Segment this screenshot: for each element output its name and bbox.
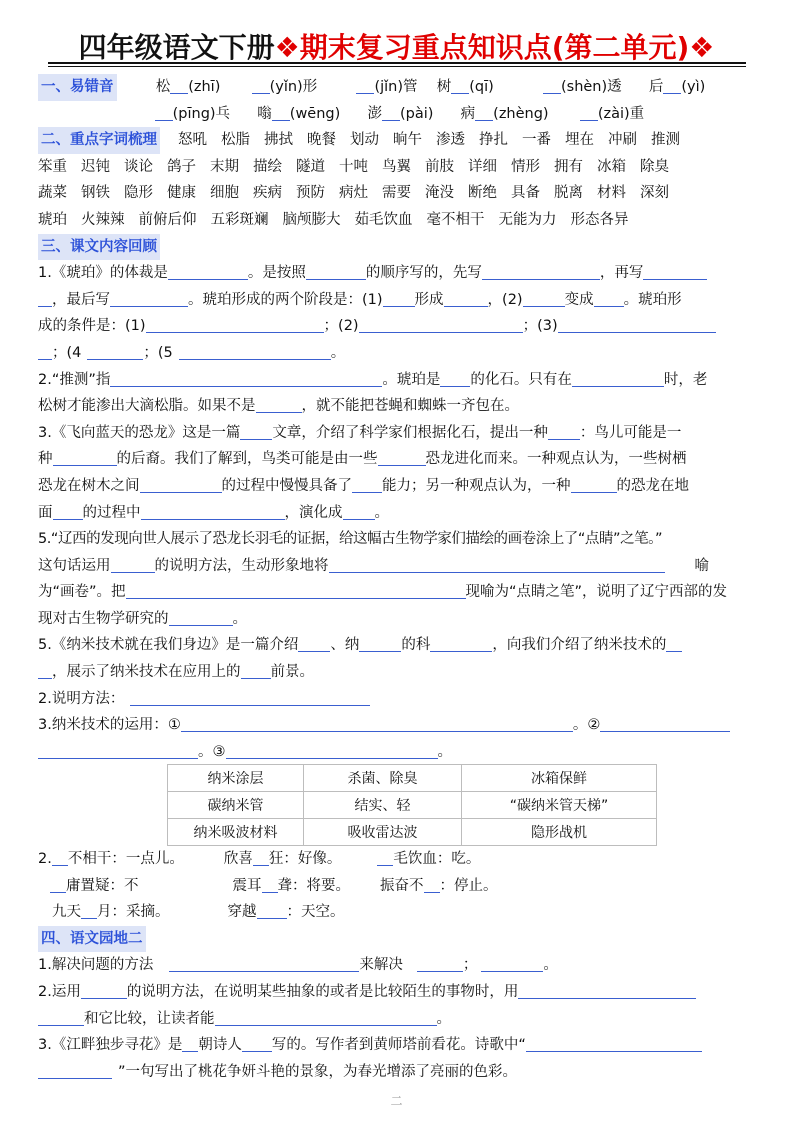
question-line <box>38 393 758 420</box>
question-line <box>38 340 758 367</box>
question-text: ，就不能把苍蝇和蜘蛛一齐包在。 <box>301 398 519 415</box>
table-cell: “碳纳米管天梯” <box>462 792 657 819</box>
pinyin-text: (zài)重 <box>597 105 645 122</box>
idiom-text: 庸置疑：不 <box>66 877 139 894</box>
blank[interactable] <box>329 554 665 573</box>
question-line <box>38 579 758 606</box>
section-heading-2: 二、重点字词梳理 <box>38 127 160 154</box>
word: 晌午 <box>393 132 422 149</box>
word: 挣扎 <box>479 132 508 149</box>
blank[interactable] <box>111 554 155 573</box>
question-line <box>38 420 758 447</box>
blank[interactable] <box>417 953 463 972</box>
word: 划动 <box>350 132 379 149</box>
question-text: 恐龙在树木之间 <box>38 477 140 494</box>
idiom-text: 狂：好像。 <box>268 851 342 867</box>
question-text: 的化石。只有在 <box>470 371 572 388</box>
document-body <box>38 74 758 765</box>
idiom-text: 月：采摘。 <box>97 904 170 921</box>
question-line <box>38 313 758 340</box>
question-line <box>38 686 758 713</box>
question-line <box>38 446 758 473</box>
section-4-heading-line <box>38 926 758 953</box>
word-list-line-3 <box>38 180 758 207</box>
question-text: 恐龙进化而来。一种观点认为，一些树栖 <box>425 451 687 468</box>
blank[interactable] <box>81 980 127 999</box>
question-text: 这句话运用 <box>38 557 111 574</box>
word: 蔬菜 <box>38 185 67 202</box>
word: 推测 <box>651 132 680 149</box>
blank[interactable] <box>215 1007 437 1026</box>
question-text: 。 <box>374 504 389 521</box>
word: 形态各异 <box>570 211 629 228</box>
question-text: 变成 <box>564 291 594 308</box>
question-text: ：鸟儿可能是一 <box>579 424 682 441</box>
word: 冰箱 <box>597 158 626 175</box>
word: 晚餐 <box>307 132 336 149</box>
idiom-row <box>38 873 758 900</box>
word: 五彩斑斓 <box>210 211 269 228</box>
blank[interactable] <box>253 847 269 866</box>
question-text: 种 <box>38 451 53 468</box>
idiom-text: 毛饮血：吃。 <box>393 851 481 867</box>
word: 鸟翼 <box>382 158 411 175</box>
table-cell: 纳米涂层 <box>168 765 304 792</box>
blank[interactable] <box>146 314 324 333</box>
question-text: 时，老 <box>663 371 708 388</box>
table-cell: 冰箱保鲜 <box>462 765 657 792</box>
question-text: 1.《琥珀》的体裁是 <box>38 265 168 282</box>
question-line <box>38 712 758 739</box>
pinyin-text: (yǐn)形 <box>269 79 318 95</box>
blank[interactable] <box>242 1033 272 1052</box>
blank[interactable] <box>38 341 52 360</box>
blank[interactable] <box>548 421 580 440</box>
word: 隧道 <box>296 158 325 175</box>
word: 疾病 <box>253 185 282 202</box>
word: 无能为力 <box>498 211 557 228</box>
question-text: ；(3) <box>522 318 558 335</box>
word: 断绝 <box>468 185 497 202</box>
section-heading-1: 一、易错音 <box>38 74 117 101</box>
question-text: 写的。写作者到黄师塔前看花。诗歌中“ <box>271 1037 526 1054</box>
idiom-text: 欣喜 <box>223 851 253 867</box>
question-text: ，展示了纳米技术在应用上的 <box>52 664 241 681</box>
word: 健康 <box>167 185 196 202</box>
question-text: ； <box>462 957 478 974</box>
blank[interactable] <box>38 1060 112 1079</box>
question-text: 。琥珀形成的两个阶段是：(1) <box>188 291 383 308</box>
pinyin-text: (pīng)乓 <box>172 105 231 122</box>
word: 隐形 <box>124 185 153 202</box>
pinyin-text: (zhèng) <box>493 105 549 122</box>
question-text: ，(2) <box>487 291 523 308</box>
question-line <box>38 287 758 314</box>
blank[interactable] <box>643 261 707 280</box>
question-text: 为“画卷”。把 <box>38 584 126 601</box>
question-line <box>38 473 758 500</box>
blank[interactable] <box>666 633 682 652</box>
blank[interactable] <box>181 713 573 732</box>
blank[interactable] <box>52 847 68 866</box>
word: 拂拭 <box>264 132 293 149</box>
question-text: 面 <box>38 504 53 521</box>
question-text: 的说明方法，在说明某些抽象的或者是比较陌生的事物时，用 <box>126 983 519 1000</box>
pinyin-text: 后 <box>648 79 664 95</box>
word: 需要 <box>382 185 411 202</box>
page-title <box>0 26 793 66</box>
question-text: 。② <box>572 717 601 734</box>
question-text: ；(5 <box>143 344 173 361</box>
title-rule <box>48 62 746 64</box>
title-rule-thin <box>48 66 746 67</box>
word: 谈论 <box>124 158 153 175</box>
question-text: 。 <box>543 957 558 974</box>
word: 松脂 <box>221 132 250 149</box>
pinyin-text: 嗡 <box>257 105 272 122</box>
blank[interactable] <box>306 261 366 280</box>
pinyin-text: (yì) <box>681 79 706 95</box>
word: 迟钝 <box>81 158 110 175</box>
blank[interactable] <box>140 474 222 493</box>
blank[interactable] <box>168 261 248 280</box>
blank[interactable] <box>594 288 624 307</box>
blank[interactable] <box>359 314 523 333</box>
question-text: ；(4 <box>52 344 82 361</box>
pinyin-text: (shèn)透 <box>560 79 622 95</box>
question-text: ，向我们介绍了纳米技术的 <box>492 637 667 654</box>
question-line <box>38 260 758 287</box>
blank[interactable] <box>126 580 466 599</box>
pinyin-text: (qī) <box>469 79 494 95</box>
blank[interactable] <box>440 368 470 387</box>
question-text: 2.说明方法： <box>38 690 125 707</box>
question-text: 2.“推测”指 <box>38 371 111 388</box>
word: 钢铁 <box>81 185 110 202</box>
word: 怒吼 <box>178 132 207 149</box>
pinyin-text: 澎 <box>367 105 382 122</box>
blank[interactable] <box>352 474 382 493</box>
word: 除臭 <box>640 158 669 175</box>
question-text: 松树才能渗出大滴松脂。如果不是 <box>38 398 256 415</box>
question-line <box>38 500 758 527</box>
blank[interactable] <box>53 447 117 466</box>
question-text: 3.《江畔独步寻花》是 <box>38 1037 183 1054</box>
table-cell: 吸收雷达波 <box>304 819 462 846</box>
word: 拥有 <box>554 158 583 175</box>
question-text: ，最后写 <box>52 291 110 308</box>
question-line <box>38 606 758 633</box>
question-text: 2.运用 <box>38 983 81 1000</box>
word: 脱离 <box>554 185 583 202</box>
word: 深刻 <box>640 185 669 202</box>
nano-tech-table <box>167 764 657 846</box>
word: 脑颅膨大 <box>282 211 341 228</box>
word: 十吨 <box>339 158 368 175</box>
blank[interactable] <box>518 980 696 999</box>
question-text: 的后裔。我们了解到，鸟类可能是由一些 <box>116 451 378 468</box>
word-list-line-2 <box>38 154 758 181</box>
word: 前肢 <box>425 158 454 175</box>
pinyin-text: (zhī) <box>188 79 221 95</box>
word-list-line-4 <box>38 207 758 234</box>
word: 情形 <box>511 158 540 175</box>
idiom-text: ：天空。 <box>286 904 345 921</box>
question-text: 能力；另一种观点认为，一种 <box>382 477 571 494</box>
table-row <box>168 792 657 819</box>
word: 前俯后仰 <box>138 211 197 228</box>
idiom-row <box>38 899 758 926</box>
question-text: 来解决 <box>359 957 403 974</box>
page-number: 二 <box>390 1094 403 1108</box>
question-text: 5.“辽西的发现向世人展示了恐龙长羽毛的证据，给这幅古生物学家们描绘的画卷涂上了“点睛”之笔。” <box>38 531 663 548</box>
blank[interactable] <box>482 261 600 280</box>
blank[interactable] <box>378 447 426 466</box>
word: 病灶 <box>339 185 368 202</box>
blank[interactable] <box>359 633 401 652</box>
blank[interactable] <box>169 607 233 626</box>
pinyin-text: 病 <box>460 105 476 122</box>
question-text: 、纳 <box>330 637 360 654</box>
question-text: 。是按照 <box>247 265 306 282</box>
question-text: 。琥珀形 <box>623 291 682 308</box>
question-text: 的顺序写的，先写 <box>365 265 482 282</box>
question-line <box>38 526 758 553</box>
question-text: 3.《飞向蓝天的恐龙》这是一篇 <box>38 424 241 441</box>
blank[interactable] <box>169 953 359 972</box>
question-line <box>38 367 758 394</box>
question-text: ；(2) <box>323 318 359 335</box>
blank[interactable] <box>110 368 382 387</box>
pinyin-text: (wēng) <box>289 105 341 122</box>
document-body-lower <box>38 846 758 1085</box>
question-text: 现喻为“点睛之笔”，说明了辽宁西部的发 <box>465 584 728 601</box>
title-topic: ❖期末复习重点知识点(第二单元)❖ <box>274 31 715 64</box>
word-list-line-1 <box>38 127 758 154</box>
word: 鸽子 <box>167 158 196 175</box>
word: 淹没 <box>425 185 454 202</box>
idiom-text: 不相干：一点儿。 <box>67 851 184 867</box>
blank[interactable] <box>572 368 664 387</box>
question-text: 朝诗人 <box>198 1037 242 1054</box>
question-text: ，演化成 <box>284 504 343 521</box>
word: 冲刷 <box>608 132 637 149</box>
blank[interactable] <box>81 900 97 919</box>
question-text: 。 <box>330 344 346 361</box>
question-text: 3.纳米技术的运用：① <box>38 717 181 734</box>
blank[interactable] <box>257 900 287 919</box>
question-text: 。 <box>436 1010 451 1027</box>
idiom-text: 聋：将要。 <box>277 877 350 894</box>
blank[interactable] <box>182 1033 198 1052</box>
pinyin-text: (pài) <box>400 105 434 122</box>
word: 火辣辣 <box>81 211 125 228</box>
word: 一番 <box>522 132 551 149</box>
table-row <box>168 819 657 846</box>
blank[interactable] <box>130 687 370 706</box>
blank[interactable] <box>240 421 272 440</box>
table-cell: 杀菌、除臭 <box>304 765 462 792</box>
pinyin-row-2 <box>38 101 758 128</box>
pinyin-text: 树 <box>436 79 452 95</box>
question-text: ”一句写出了桃花争妍斗艳的景象，为春光增添了亮丽的色彩。 <box>118 1063 518 1080</box>
blank[interactable] <box>38 1007 84 1026</box>
idiom-text: 九天 <box>52 904 81 921</box>
question-line <box>38 632 758 659</box>
blank[interactable] <box>262 874 278 893</box>
section-heading-4: 四、语文园地二 <box>38 926 146 953</box>
blank[interactable] <box>558 314 716 333</box>
word: 笨重 <box>38 158 67 175</box>
word: 详细 <box>468 158 497 175</box>
blank[interactable] <box>87 341 143 360</box>
word: 描绘 <box>253 158 282 175</box>
question-text: 喻 <box>694 557 709 574</box>
blank[interactable] <box>430 633 492 652</box>
idiom-text: 2. <box>38 851 52 867</box>
table-cell: 隐形战机 <box>462 819 657 846</box>
word: 琥珀 <box>38 211 67 228</box>
question-line <box>38 553 758 580</box>
pinyin-row-1 <box>38 74 758 101</box>
table-cell: 纳米吸波材料 <box>168 819 304 846</box>
word: 材料 <box>597 185 626 202</box>
pinyin-text: 松 <box>155 79 171 95</box>
blank[interactable] <box>141 501 285 520</box>
blank[interactable] <box>179 341 331 360</box>
question-line <box>38 1006 758 1033</box>
question-line <box>38 979 758 1006</box>
blank[interactable] <box>53 501 83 520</box>
title-grade: 四年级语文下册 <box>78 31 275 64</box>
table-row <box>168 765 657 792</box>
blank[interactable] <box>600 713 730 732</box>
section-3-heading-line <box>38 234 758 261</box>
question-text: 前景。 <box>270 664 314 681</box>
question-line <box>38 739 758 766</box>
blank[interactable] <box>444 288 488 307</box>
question-line <box>38 659 758 686</box>
question-text: 。 <box>232 610 247 627</box>
idiom-text: ：停止。 <box>439 877 498 894</box>
blank[interactable] <box>526 1033 702 1052</box>
question-text: 和它比较，让读者能 <box>84 1010 215 1027</box>
blank[interactable] <box>377 847 393 866</box>
idiom-row <box>38 846 758 873</box>
blank[interactable] <box>256 394 302 413</box>
question-text: 5.《纳米技术就在我们身边》是一篇介绍 <box>38 637 299 654</box>
word: 毫不相干 <box>426 211 485 228</box>
question-text: ，再写 <box>599 265 644 282</box>
blank[interactable] <box>50 874 66 893</box>
question-text: 。琥珀是 <box>382 371 441 388</box>
word: 渗透 <box>436 132 465 149</box>
question-text: 1.解决问题的方法 <box>38 957 154 974</box>
question-line <box>38 1059 758 1086</box>
blank[interactable] <box>424 874 440 893</box>
table-cell: 碳纳米管 <box>168 792 304 819</box>
table-cell: 结实、轻 <box>304 792 462 819</box>
word: 埋在 <box>565 132 594 149</box>
blank[interactable] <box>343 501 375 520</box>
blank[interactable] <box>110 288 188 307</box>
word: 预防 <box>296 185 325 202</box>
word: 茹毛饮血 <box>354 211 413 228</box>
blank[interactable] <box>38 740 198 759</box>
question-text: 的过程中慢慢具备了 <box>221 477 352 494</box>
question-text: 。③ <box>198 743 226 760</box>
question-text: 。 <box>437 743 452 760</box>
blank[interactable] <box>383 288 415 307</box>
word: 末期 <box>210 158 239 175</box>
word: 具备 <box>511 185 540 202</box>
question-text: 文章，介绍了科学家们根据化石，提出一种 <box>272 424 548 441</box>
idiom-text: 振奋不 <box>380 877 424 894</box>
section-heading-3: 三、课文内容回顾 <box>38 234 160 261</box>
idiom-text: 震耳 <box>232 877 262 894</box>
question-text: 的说明方法，生动形象地将 <box>154 557 329 574</box>
pinyin-text: (jǐn)管 <box>374 79 418 95</box>
question-text: 成的条件是：(1) <box>38 318 146 335</box>
question-text: 的科 <box>401 637 431 654</box>
word: 细胞 <box>210 185 239 202</box>
question-text: 的过程中 <box>82 504 141 521</box>
blank[interactable] <box>38 288 52 307</box>
question-text: 形成 <box>414 291 444 308</box>
question-text: 现对古生物学研究的 <box>38 610 169 627</box>
blank[interactable] <box>523 288 565 307</box>
blank[interactable] <box>298 633 330 652</box>
blank[interactable] <box>241 660 271 679</box>
question-text: 的恐龙在地 <box>616 477 689 494</box>
idiom-text: 穿越 <box>227 904 257 921</box>
question-line <box>38 1032 758 1059</box>
blank[interactable] <box>38 660 52 679</box>
question-line <box>38 952 758 979</box>
blank[interactable] <box>481 953 543 972</box>
blank[interactable] <box>571 474 617 493</box>
blank[interactable] <box>226 740 438 759</box>
